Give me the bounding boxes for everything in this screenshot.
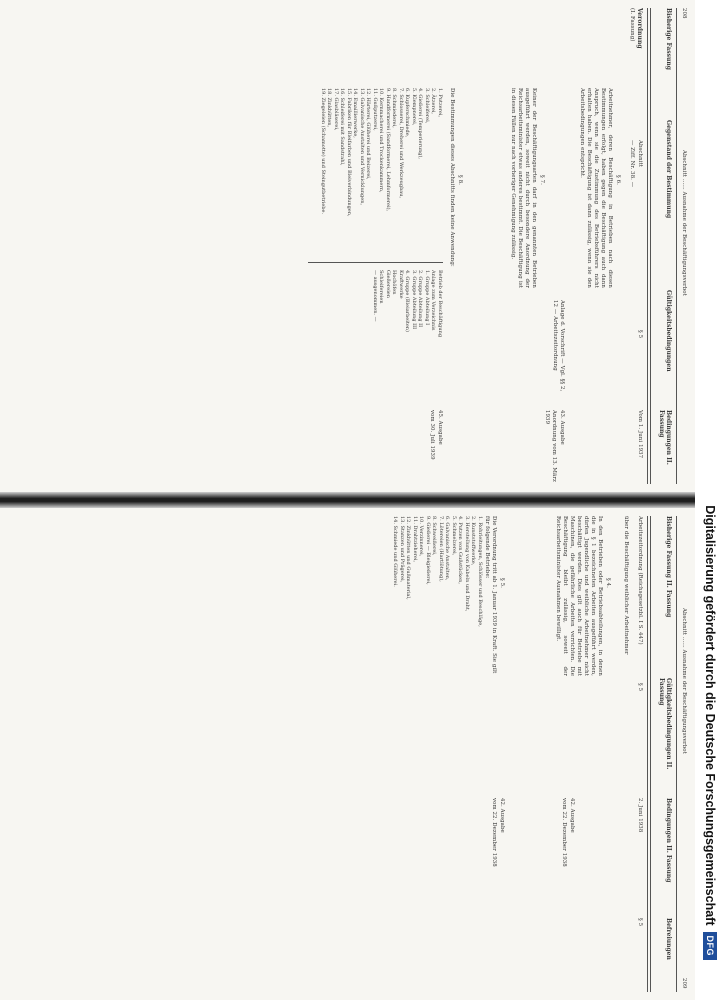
date-note: vom 22. Dezember 1938 <box>561 798 567 867</box>
running-head: Abschnitt ...... Ausnahme der Beschäftigungsverbot <box>681 150 687 296</box>
list-item: 1. Gruppe Abteilung I <box>424 270 430 326</box>
list-item: 1. Rohrleitungen, Schlösser und Beschläge, <box>477 516 483 627</box>
list-right <box>372 270 444 400</box>
list-item: 9. Handformerei (Sandformerei, Lehmformerei), <box>385 88 391 212</box>
list-item: 3. Schleiferei, <box>424 88 430 124</box>
row-label: Verordnung <box>636 8 643 49</box>
paragraph-text: Arbeitnehmer, deren Beschäftigung in Betrieben nach diesen Bestimmungen erfolgt, haben gegen die Beschäftigung auch dann Anspruch, wenn sie die Zustimmung des Betriebsführers nicht erhalten haben. Die Beschäftigung ist dann zulässig, wenn sie den Arbeitsbedingungen entspricht. <box>579 88 613 288</box>
list-item: Gießereien <box>385 270 391 298</box>
list-item: 4. Gießerei (Temperierung), <box>417 88 424 160</box>
list-item: Hochöfen <box>391 270 398 295</box>
paragraph-text: Die Verordnung tritt ab 1. Januar 1939 in Kraft. Sie gilt für folgende Betriebe: <box>484 516 497 674</box>
list-item: 10. Verzinnerei, <box>418 516 425 557</box>
date-note: 42. Ausgabe <box>569 798 575 833</box>
list-item: 19. Ziegeleien (Schamotte) und Steingutbetriebe. <box>320 88 326 215</box>
date-note: vom 30. Juli 1939 <box>429 410 435 460</box>
paragraph-number: § 4. <box>605 578 611 588</box>
list-item: 12. Härterei, Glüherei und Beizerei, <box>365 88 372 180</box>
date-note: 43. Ausgabe <box>559 410 565 445</box>
running-head: Abschnitt ...... Ausnahme der Beschäftigungsverbot <box>681 608 687 754</box>
column-header: Gültigkeitsbedingungen II. Fassung <box>658 678 672 770</box>
cell: § 5 <box>637 918 643 927</box>
page-number: 209 <box>681 978 687 989</box>
cell: § 5 <box>637 683 643 692</box>
page-number: 208 <box>681 8 687 19</box>
list-item: 11. Drahtzieherei, <box>412 516 418 563</box>
list-item: 16. Schleiferei mit Sandstrahl, <box>339 88 346 166</box>
list-item: 7. Schlosserei, Dreherei und Werkzeugbau, <box>398 88 404 199</box>
left-page <box>0 0 695 492</box>
list-item: 2. Kunststoffwerke, <box>470 516 477 566</box>
banner-text: Digitalisierung gefördert durch die Deutsche Forschungsgemeinschaft <box>703 505 717 926</box>
subnote: über die Beschäftigung weiblicher Arbeitnehmer <box>623 516 629 655</box>
column-header: Bisherige Fassung <box>665 8 672 70</box>
book-gutter <box>0 492 695 508</box>
list-item: 5. Klempnerei, <box>411 88 417 126</box>
column-header: Befreiungen <box>665 918 672 960</box>
list-item: 13. Galvanische Anstalten und Vernicklungen, <box>359 88 365 206</box>
list-item: 5. Schmelzerei, <box>451 516 457 556</box>
column-header: Gegenstand der Bestimmung <box>665 120 672 219</box>
list-item: 14. Emaillierwerke, <box>352 88 359 138</box>
list-item: 4. Putzen von Gußstücken, <box>457 516 464 584</box>
date-note: vom 22. Dezember 1938 <box>491 798 497 867</box>
list-item: 14. Schmiede und Glüherei. <box>392 516 399 587</box>
list-item: 8. Schmiederei, <box>391 88 398 128</box>
cell: 2. Juni 1938 <box>637 798 643 833</box>
list-item: 11. Gußputzerei, <box>372 88 378 131</box>
row-label: (I. Fassung) <box>629 8 635 42</box>
list-item: 6. Galvanische Anstalten, <box>444 516 451 581</box>
list <box>392 516 483 676</box>
list-left <box>320 88 444 258</box>
list-item: 10. Kernmacherei und Trockenkammern, <box>378 88 385 193</box>
list-item: 15. Fabriken für Bleifarben und Bleiverbindungen, <box>346 88 352 217</box>
list-item: 18. Zinkhütten, <box>326 88 333 128</box>
paragraph-number: § 8. <box>457 175 463 185</box>
list-item: 12. Zinkhütten und Gußmaterial, <box>405 516 412 600</box>
column-header: Gültigkeitsbedingungen <box>665 290 672 372</box>
list-item: 3. Gruppe Abteilung III <box>411 270 417 330</box>
column-header: Bedingungen II. Fassung <box>658 410 672 465</box>
list-item: 13. Stanzen und Prägerei, <box>399 516 405 583</box>
date-note: 45. Ausgabe <box>437 410 443 445</box>
list-item: 3. Herstellung von Kabeln und Draht, <box>464 516 470 612</box>
column-header: Bedingungen II. Fassung <box>665 798 672 883</box>
paragraph-number: § 7. <box>539 175 545 185</box>
list-item: 8. Schweißerei, <box>431 516 438 556</box>
note: Anlage d. Vorschrift — Vgl. §§ 2, 12 — Arbeitszeitordnung <box>552 300 565 392</box>
right-page <box>0 508 695 1000</box>
cell: Abschnitt <box>637 140 643 168</box>
date-note: 42. Ausgabe <box>499 798 505 833</box>
dfg-banner <box>695 0 725 1000</box>
column-header: Bisherige Fassung II. Fassung <box>665 516 672 618</box>
date-note: Anordnung vom 13. März 1939 <box>544 410 557 482</box>
list-item: — ausgenommen. — <box>372 270 378 322</box>
list-item: 7. Lötereien (Hartlötung), <box>438 516 444 582</box>
list-item: Betrieb der Beschäftigung <box>437 270 443 338</box>
paragraph-number: § 5. <box>499 578 505 588</box>
list-item: 4. Gruppe (Bleiarbeiten) <box>404 270 411 332</box>
list-item: 17. Glasbläserei, <box>333 88 339 131</box>
list-item: 6. Kupferschmiede, <box>404 88 411 138</box>
paragraph-text: In den Betrieben oder Betriebsabteilungen, in denen die in § 1 bezeichneten Arbeiten ausgeführt werden, dürfen Jugendliche und weibliche Arbeitnehmer nicht beschäftigt werden. Dies gilt auch für Betriebe mit Maschinen, die gefährliche Arbeiten verrichten. Die Beschäftigung bleibt zulässig, soweit der Reichsarbeitsminister Ausnahmen bewilligt. <box>555 516 603 676</box>
paragraph-number: § 6. <box>615 175 621 185</box>
list-item: 2. Ätzerei, <box>430 88 437 115</box>
paragraph-text: Die Bestimmungen dieses Abschnitts finden keine Anwendung: <box>449 88 455 267</box>
cell: § 5 <box>637 330 643 339</box>
list-item: Anlage zum Verzeichnis <box>430 270 437 331</box>
cell: Arbeitszeitordnung (Reichsgesetzbl. I S. 447) <box>637 516 643 645</box>
cell: Vom 1. Juni 1937 <box>637 410 643 459</box>
paragraph-text: Keiner der Beschäftigungsarten darf in den genannten Betrieben ausgeführt werden, soweit nicht durch besondere Anordnung der Reichsarbeitsminister etwas anderes bestimmt. Die Beschäftigung ist in diesen Fällen nur nach vorheriger Genehmigung zulässig. <box>510 88 537 288</box>
list-item: 2. Gruppe Abteilung II <box>417 270 424 328</box>
list-item: Schleifereien <box>378 270 385 304</box>
dfg-logo: DFG <box>703 932 717 961</box>
cell: — Ziff. Nr. 38. — <box>629 140 635 188</box>
list-item: 1. Putzerei, <box>437 88 443 118</box>
list-item: Kraftwerke <box>398 270 404 299</box>
list-item: 9. Gießerei — Bleigießerei, <box>425 516 431 585</box>
